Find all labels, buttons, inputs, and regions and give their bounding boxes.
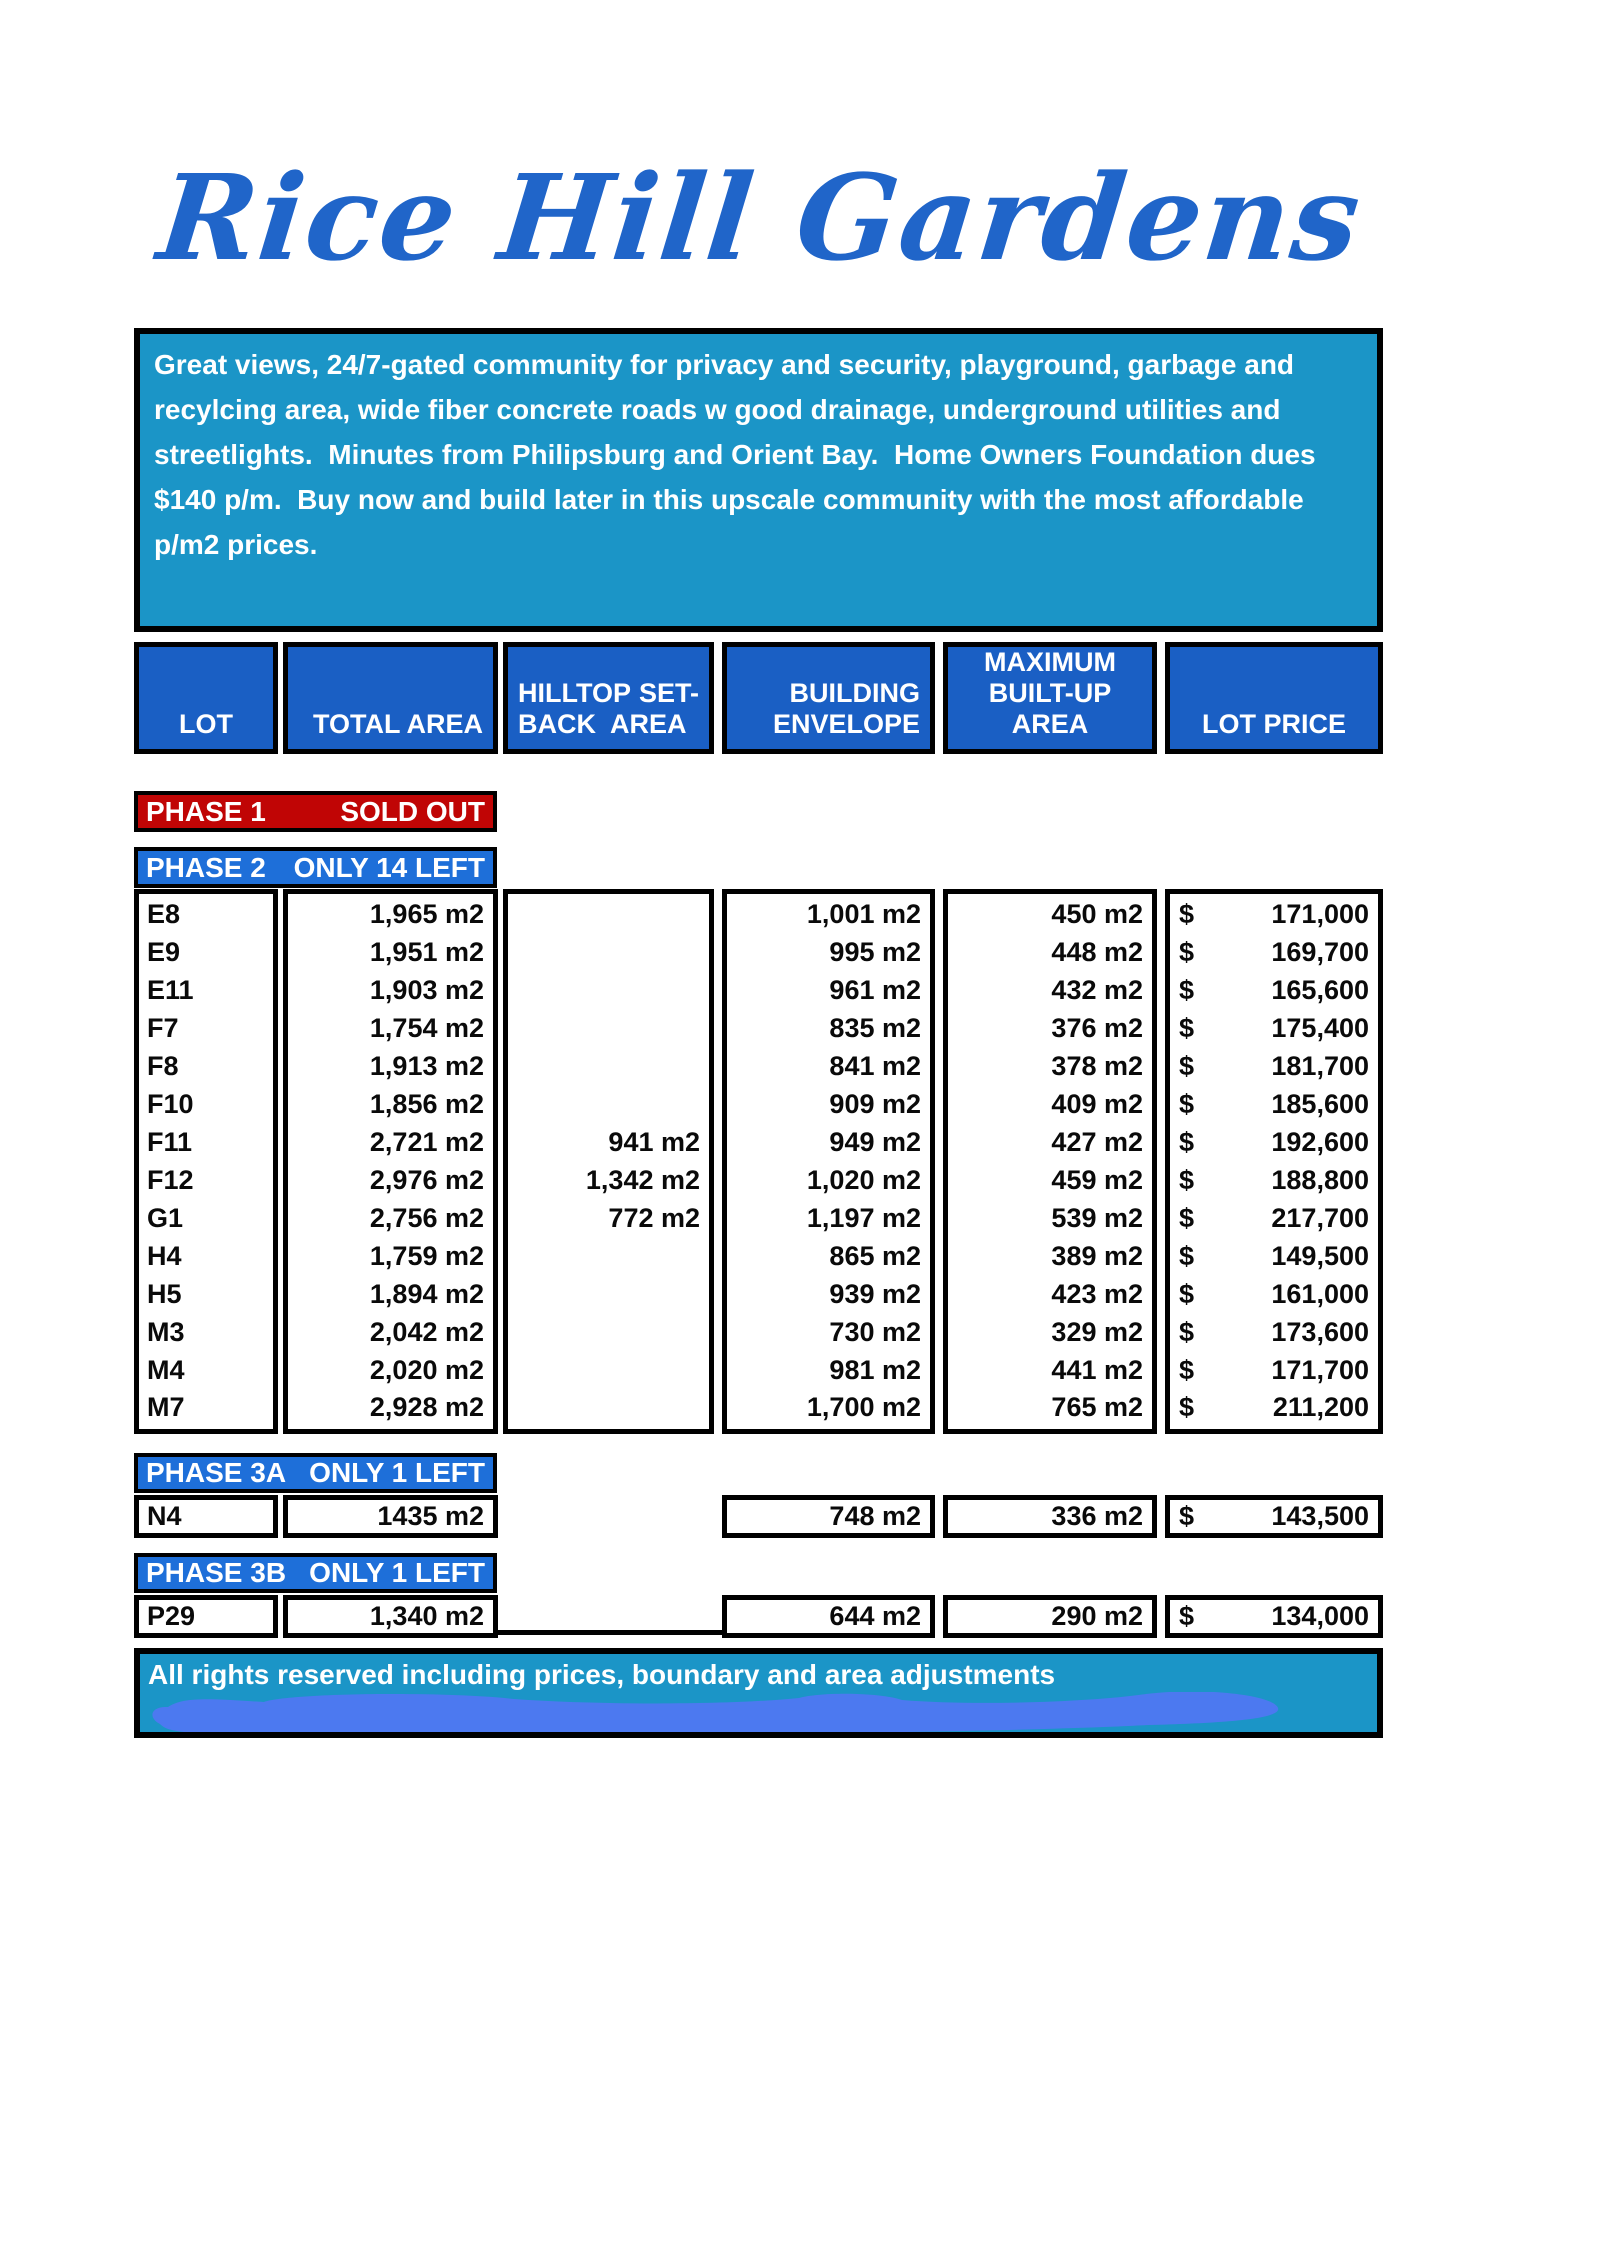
price-cell xyxy=(1170,934,1378,972)
header-hilltop-word1: HILLTOP xyxy=(518,678,631,708)
currency-symbol: $ xyxy=(1179,1316,1195,1347)
currency-symbol: $ xyxy=(1179,975,1195,1006)
header-max-builtup xyxy=(943,642,1157,754)
max-builtup-column xyxy=(943,889,1157,1434)
hilltop-cell xyxy=(508,972,709,1010)
hilltop-cell xyxy=(508,1048,709,1086)
total-area-cell: 2,042 m2 xyxy=(369,1316,484,1347)
currency-symbol: $ xyxy=(1179,1051,1195,1082)
price-cell xyxy=(1170,896,1378,934)
price-value: 192,600 xyxy=(1271,1126,1369,1157)
lot-cell: F11 xyxy=(147,1126,193,1157)
price-value: 143,500 xyxy=(1271,1501,1369,1531)
envelope-cell: 1,001 m2 xyxy=(806,899,921,930)
lot-price-column xyxy=(1165,889,1383,1434)
total-area-cell xyxy=(283,1595,498,1638)
total-area-cell: 1,856 m2 xyxy=(369,1089,484,1120)
lot-column xyxy=(134,889,278,1434)
lot-cell: F12 xyxy=(147,1164,194,1195)
total-area-value: 1435 m2 xyxy=(377,1501,484,1531)
page-title: Rice Hill Gardens xyxy=(152,148,1368,287)
hilltop-cell xyxy=(508,1010,709,1048)
total-area-cell: 1,965 m2 xyxy=(369,899,484,930)
envelope-cell: 841 m2 xyxy=(829,1051,921,1082)
currency-symbol: $ xyxy=(1179,1089,1195,1120)
currency-symbol: $ xyxy=(1179,1601,1195,1631)
price-cell xyxy=(1170,1161,1378,1199)
lot-cell: M3 xyxy=(147,1316,185,1347)
price-cell xyxy=(1170,972,1378,1010)
lot-cell: H4 xyxy=(147,1240,182,1271)
price-value: 185,600 xyxy=(1271,1089,1369,1120)
total-area-cell: 2,928 m2 xyxy=(369,1392,484,1423)
phase3b-status: ONLY 1 LEFT xyxy=(309,1557,485,1588)
envelope-cell: 981 m2 xyxy=(829,1354,921,1385)
header-lot xyxy=(134,642,278,754)
currency-symbol: $ xyxy=(1179,1013,1195,1044)
price-cell xyxy=(1170,1237,1378,1275)
price-cell xyxy=(1170,1199,1378,1237)
max-built-value: 290 m2 xyxy=(1051,1601,1143,1631)
footer-panel xyxy=(134,1648,1383,1738)
max-built-cell: 448 m2 xyxy=(1051,937,1143,968)
currency-symbol: $ xyxy=(1179,1202,1195,1233)
price-value: 149,500 xyxy=(1271,1240,1369,1271)
lot-cell: E11 xyxy=(147,975,194,1006)
price-value: 173,600 xyxy=(1271,1316,1369,1347)
envelope-cell: 939 m2 xyxy=(829,1278,921,1309)
header-building-envelope xyxy=(722,642,935,754)
max-built-cell: 432 m2 xyxy=(1051,975,1143,1006)
lot-cell: F7 xyxy=(147,1013,179,1044)
header-max-line2: BUILT-UP AREA xyxy=(988,678,1112,739)
phase3b-band xyxy=(134,1553,497,1593)
price-value: 169,700 xyxy=(1271,937,1369,968)
total-area-cell: 1,951 m2 xyxy=(369,937,484,968)
currency-symbol: $ xyxy=(1179,1501,1195,1531)
max-built-cell: 423 m2 xyxy=(1051,1278,1143,1309)
phase3b-name: PHASE 3B xyxy=(146,1557,287,1588)
hilltop-cell xyxy=(508,896,709,934)
envelope-cell: 835 m2 xyxy=(829,1013,921,1044)
price-cell xyxy=(1170,1351,1378,1389)
total-area-cell: 2,721 m2 xyxy=(369,1126,484,1157)
total-area-cell: 1,903 m2 xyxy=(369,975,484,1006)
max-built-cell: 329 m2 xyxy=(1051,1316,1143,1347)
phase2-status: ONLY 14 LEFT xyxy=(293,851,485,883)
max-built-cell: 409 m2 xyxy=(1051,1089,1143,1120)
price-value: 134,000 xyxy=(1271,1601,1369,1631)
price-cell xyxy=(1170,1010,1378,1048)
building-envelope-column xyxy=(722,889,935,1434)
currency-symbol: $ xyxy=(1179,1278,1195,1309)
max-built-cell: 389 m2 xyxy=(1051,1240,1143,1271)
lot-cell: G1 xyxy=(147,1202,184,1233)
price-cell xyxy=(1165,1495,1383,1538)
lot-cell: E8 xyxy=(147,899,181,930)
total-area-cell: 2,756 m2 xyxy=(369,1202,484,1233)
hilltop-cell: 941 m2 xyxy=(608,1126,700,1157)
price-cell xyxy=(1170,1389,1378,1427)
envelope-cell: 1,197 m2 xyxy=(806,1202,921,1233)
lot-cell: H5 xyxy=(147,1278,182,1309)
max-built-cell: 459 m2 xyxy=(1051,1164,1143,1195)
phase1-band xyxy=(134,791,497,832)
envelope-cell xyxy=(722,1595,935,1638)
price-value: 165,600 xyxy=(1271,975,1369,1006)
phase1-name: PHASE 1 xyxy=(146,795,266,827)
max-built-cell: 378 m2 xyxy=(1051,1051,1143,1082)
footer-note: All rights reserved including prices, boundary and area adjustments xyxy=(148,1659,1056,1690)
price-value: 211,200 xyxy=(1272,1392,1369,1423)
price-value: 175,400 xyxy=(1271,1013,1369,1044)
currency-symbol: $ xyxy=(1179,1354,1195,1385)
envelope-value: 748 m2 xyxy=(829,1501,921,1531)
envelope-cell: 865 m2 xyxy=(829,1240,921,1271)
phase3a-status: ONLY 1 LEFT xyxy=(309,1457,485,1488)
price-value: 171,000 xyxy=(1271,899,1369,930)
total-area-cell: 1,913 m2 xyxy=(369,1051,484,1082)
price-cell xyxy=(1165,1595,1383,1638)
price-cell xyxy=(1170,1124,1378,1162)
header-lot-price xyxy=(1165,642,1383,754)
hilltop-cell xyxy=(508,1237,709,1275)
max-built-cell: 539 m2 xyxy=(1051,1202,1143,1233)
total-area-value: 1,340 m2 xyxy=(369,1601,484,1631)
currency-symbol: $ xyxy=(1179,1164,1195,1195)
header-building-line2: ENVELOPE xyxy=(772,709,920,739)
phase3a-name: PHASE 3A xyxy=(146,1457,287,1488)
envelope-cell: 949 m2 xyxy=(829,1126,921,1157)
total-area-cell: 1,759 m2 xyxy=(369,1240,484,1271)
envelope-value: 644 m2 xyxy=(829,1601,921,1631)
max-built-cell: 765 m2 xyxy=(1051,1392,1143,1423)
phase2-band xyxy=(134,847,497,888)
currency-symbol: $ xyxy=(1179,937,1195,968)
envelope-cell: 995 m2 xyxy=(829,937,921,968)
total-area-cell: 1,754 m2 xyxy=(369,1013,484,1044)
max-built-value: 336 m2 xyxy=(1051,1501,1143,1531)
price-value: 188,800 xyxy=(1271,1164,1369,1195)
lot-cell: M4 xyxy=(147,1354,185,1385)
price-cell xyxy=(1170,1275,1378,1313)
header-lot-price-label: LOT PRICE xyxy=(1201,709,1346,739)
header-max-line1: MAXIMUM xyxy=(984,647,1116,677)
price-value: 181,700 xyxy=(1271,1051,1369,1082)
header-hilltop-word2: SET- xyxy=(638,678,699,708)
envelope-cell: 730 m2 xyxy=(829,1316,921,1347)
envelope-cell xyxy=(722,1495,935,1538)
header-building-line1: BUILDING xyxy=(789,678,920,708)
header-total-area-label: TOTAL AREA xyxy=(312,709,483,739)
description-panel: Great views, 24/7-gated community for privacy and security, playground, garbage and recylcing area, wide fiber concrete roads w good drainage, underground utilities and streetlights. Minutes from Philipsburg and Orient Bay. Home Owners Foundation dues $140 p/m. Buy now and build later in this upscale community with the most affordable p/m2 prices. xyxy=(134,328,1383,632)
total-area-column xyxy=(283,889,498,1434)
price-cell xyxy=(1170,1048,1378,1086)
marker-scribble xyxy=(144,1692,1304,1738)
envelope-cell: 961 m2 xyxy=(829,975,921,1006)
hilltop-cell: 772 m2 xyxy=(608,1202,700,1233)
hilltop-cell xyxy=(508,1086,709,1124)
envelope-cell: 1,020 m2 xyxy=(806,1164,921,1195)
price-cell xyxy=(1170,1086,1378,1124)
lot-cell: N4 xyxy=(134,1495,278,1538)
lot-cell: E9 xyxy=(147,937,181,968)
hilltop-setback-column xyxy=(503,889,714,1434)
hilltop-cell xyxy=(508,934,709,972)
price-value: 161,000 xyxy=(1271,1278,1369,1309)
lot-cell: F8 xyxy=(147,1051,179,1082)
total-area-cell: 2,020 m2 xyxy=(369,1354,484,1385)
header-total-area xyxy=(283,642,498,754)
total-area-cell: 1,894 m2 xyxy=(369,1278,484,1309)
currency-symbol: $ xyxy=(1179,899,1195,930)
lot-cell: M7 xyxy=(147,1392,185,1423)
currency-symbol: $ xyxy=(1179,1392,1195,1423)
lot-cell: F10 xyxy=(147,1089,194,1120)
border-segment xyxy=(498,1630,724,1635)
header-hilltop-setback xyxy=(503,642,714,754)
hilltop-cell: 1,342 m2 xyxy=(585,1164,700,1195)
total-area-cell xyxy=(283,1495,498,1538)
header-hilltop-line2: BACK AREA xyxy=(518,709,687,739)
hilltop-cell xyxy=(508,1351,709,1389)
max-built-cell: 441 m2 xyxy=(1051,1354,1143,1385)
hilltop-cell xyxy=(508,1313,709,1351)
envelope-cell: 1,700 m2 xyxy=(806,1392,921,1423)
max-built-cell: 427 m2 xyxy=(1051,1126,1143,1157)
max-built-cell: 376 m2 xyxy=(1051,1013,1143,1044)
envelope-cell: 909 m2 xyxy=(829,1089,921,1120)
currency-symbol: $ xyxy=(1179,1126,1195,1157)
max-built-cell: 450 m2 xyxy=(1051,899,1143,930)
phase3a-band xyxy=(134,1453,497,1493)
currency-symbol: $ xyxy=(1179,1240,1195,1271)
phase1-status: SOLD OUT xyxy=(340,795,485,827)
lot-cell: P29 xyxy=(134,1595,278,1638)
max-built-cell xyxy=(943,1595,1157,1638)
price-cell xyxy=(1170,1313,1378,1351)
max-built-cell xyxy=(943,1495,1157,1538)
phase2-name: PHASE 2 xyxy=(146,851,266,883)
header-lot-label: LOT xyxy=(179,709,233,739)
price-value: 217,700 xyxy=(1271,1202,1369,1233)
hilltop-cell xyxy=(508,1389,709,1427)
total-area-cell: 2,976 m2 xyxy=(369,1164,484,1195)
price-value: 171,700 xyxy=(1271,1354,1369,1385)
hilltop-cell xyxy=(508,1275,709,1313)
